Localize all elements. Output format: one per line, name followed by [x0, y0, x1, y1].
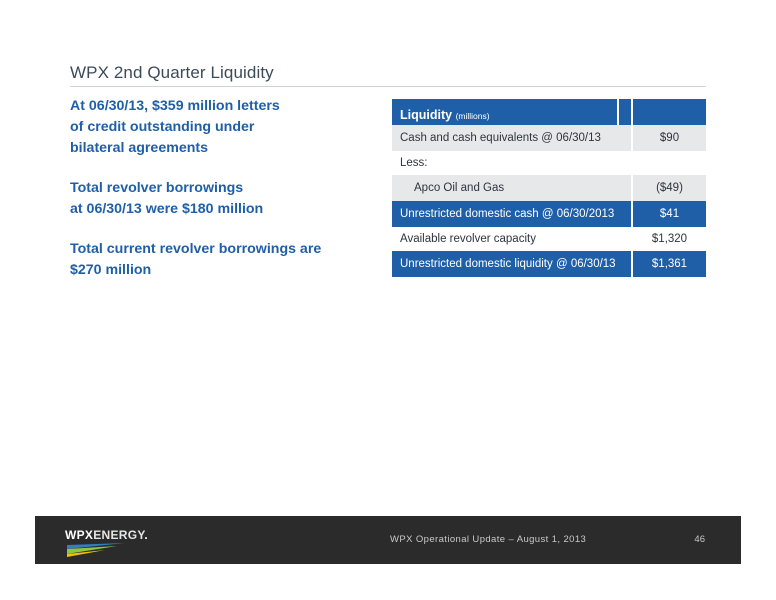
page-number: 46	[694, 534, 705, 545]
row-label: Unrestricted domestic cash @ 06/30/2013	[400, 208, 615, 220]
logo-mark: .	[144, 528, 149, 542]
table-row	[392, 125, 706, 151]
row-label: Cash and cash equivalents @ 06/30/13	[400, 132, 601, 144]
wpx-energy-logo	[65, 528, 155, 558]
row-label: Less:	[400, 157, 428, 169]
bullet-line: bilateral agreements	[70, 140, 208, 156]
row-label: Available revolver capacity	[400, 233, 536, 245]
liquidity-table	[392, 99, 706, 277]
table-header-row	[392, 99, 706, 125]
row-value: $1,361	[651, 258, 688, 270]
row-value: $41	[659, 208, 680, 220]
row-value: $1,320	[651, 233, 688, 245]
bullet-line: Total revolver borrowings	[70, 180, 244, 196]
logo-swoosh-icon	[65, 528, 155, 558]
logo-wpx: WPX	[65, 528, 94, 542]
table-row	[392, 175, 706, 201]
bullet-line: $270 million	[70, 262, 152, 278]
table-row	[392, 151, 706, 175]
bullet-revolver-borrowings	[70, 178, 370, 220]
table-header-title: Liquidity	[400, 108, 453, 122]
footer-caption: WPX Operational Update – August 1, 2013	[390, 534, 587, 545]
logo-energy: ENERGY	[93, 528, 145, 542]
table-header-unit: (millions)	[455, 111, 490, 121]
slide-title: WPX 2nd Quarter Liquidity	[70, 63, 274, 82]
bullet-line: at 06/30/13 were $180 million	[70, 201, 264, 217]
bullet-line: At 06/30/13, $359 million letters	[70, 98, 280, 114]
row-label: Apco Oil and Gas	[414, 182, 505, 194]
bullet-current-revolver-borrowings	[70, 239, 370, 281]
table-row-total	[392, 251, 706, 277]
title-divider	[70, 86, 706, 87]
column-divider	[631, 151, 633, 175]
row-value: ($49)	[656, 182, 683, 194]
bullet-line: Total current revolver borrowings are	[70, 241, 322, 257]
row-value: $90	[659, 132, 680, 144]
footer-bar	[35, 516, 741, 564]
bullet-list	[70, 96, 370, 281]
bullet-letters-of-credit	[70, 96, 370, 159]
column-divider	[631, 99, 633, 125]
table-row	[392, 227, 706, 251]
table-row-subtotal	[392, 201, 706, 227]
row-label: Unrestricted domestic liquidity @ 06/30/13	[400, 258, 616, 270]
bullet-line: of credit outstanding under	[70, 119, 255, 135]
table-header-label	[392, 102, 617, 122]
column-divider	[617, 99, 619, 125]
